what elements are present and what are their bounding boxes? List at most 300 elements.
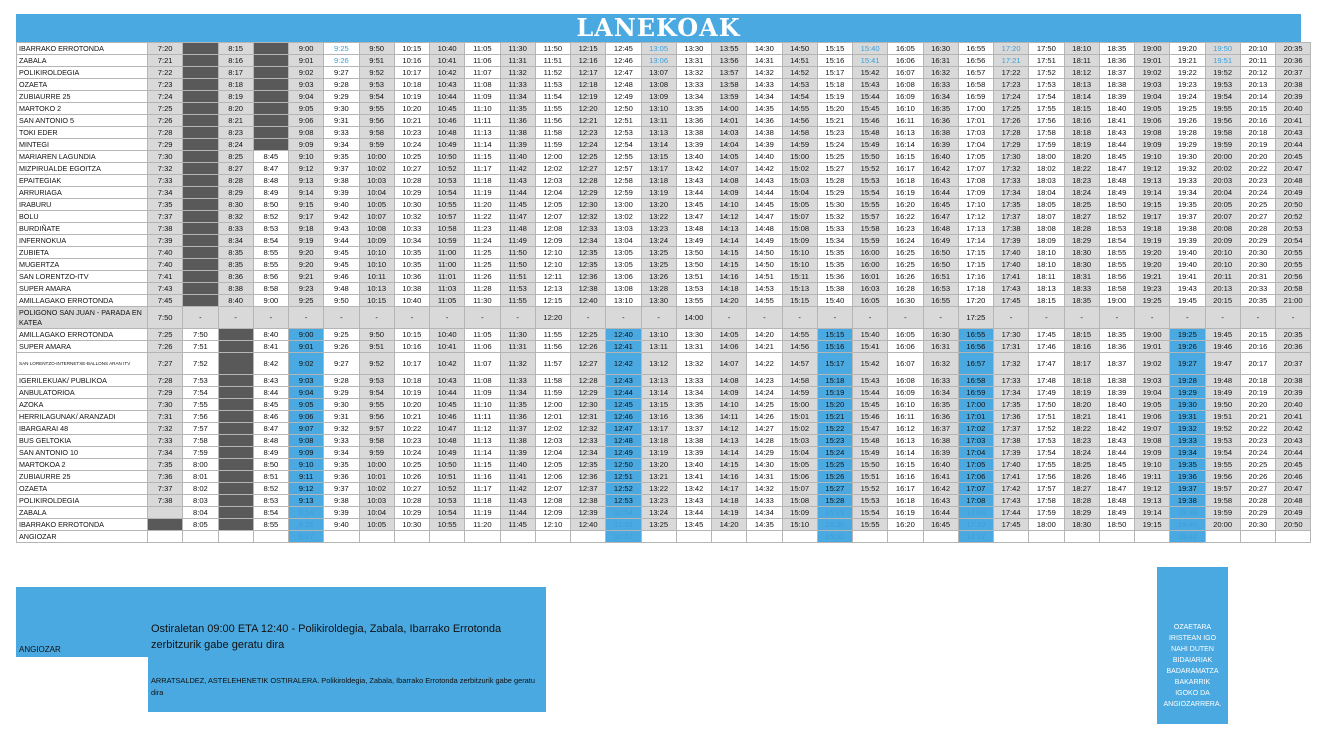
time-cell: 7:38 [148, 495, 183, 507]
time-cell: 17:38 [994, 435, 1029, 447]
time-cell: 9:52 [359, 353, 394, 375]
time-cell: 18:05 [1029, 199, 1064, 211]
time-cell: 16:40 [923, 151, 958, 163]
time-cell: 14:01 [712, 115, 747, 127]
time-cell: 10:54 [430, 507, 465, 519]
time-cell: 15:18 [817, 79, 852, 91]
time-cell: 8:54 [253, 235, 288, 247]
time-cell: 10:53 [430, 175, 465, 187]
time-cell: 8:32 [218, 211, 253, 223]
timetable [16, 42, 1311, 543]
time-cell: 11:58 [535, 127, 570, 139]
time-cell: - [359, 307, 394, 329]
time-cell: 11:53 [535, 79, 570, 91]
time-cell: 7:57 [183, 423, 218, 435]
time-cell: 14:50 [782, 43, 817, 55]
time-cell: 8:49 [253, 447, 288, 459]
time-cell: 15:52 [853, 483, 888, 495]
ozaeta-note: OZAETARA IRISTEAN IGO NAHI DUTEN BIDAIARIAK BADARAMATZA BAKARRIK IGOKO DA ANGIOZARRERA. [1163, 624, 1222, 708]
time-cell: 19:28 [1170, 375, 1205, 387]
time-cell: 16:32 [923, 353, 958, 375]
stop-name: MARTOKO 2 [17, 103, 148, 115]
time-cell: 18:35 [1099, 43, 1134, 55]
time-cell: 13:06 [641, 55, 676, 67]
table-row [17, 307, 1311, 329]
time-cell: 15:17 [817, 353, 852, 375]
time-cell [888, 531, 923, 543]
time-cell: 14:27 [747, 423, 782, 435]
time-cell: 13:13 [641, 127, 676, 139]
time-cell: 10:30 [394, 519, 429, 531]
table-row [17, 247, 1311, 259]
time-cell: 15:40 [853, 43, 888, 55]
time-cell: 10:26 [394, 471, 429, 483]
time-cell: 12:50 [606, 103, 641, 115]
time-cell: 11:00 [430, 247, 465, 259]
time-cell: - [1276, 307, 1311, 329]
time-cell: 9:35 [324, 151, 359, 163]
time-cell: - [324, 307, 359, 329]
time-cell [1276, 531, 1311, 543]
time-cell: 16:45 [923, 199, 958, 211]
time-cell: 18:48 [1099, 495, 1134, 507]
time-cell: 15:03 [782, 175, 817, 187]
time-cell [183, 295, 218, 307]
time-cell: 14:38 [747, 127, 782, 139]
time-cell: 10:18 [394, 79, 429, 91]
time-cell: 8:50 [253, 459, 288, 471]
time-cell: 8:29 [218, 187, 253, 199]
time-cell: 9:14 [289, 187, 324, 199]
time-cell [747, 531, 782, 543]
time-cell: 9:12 [289, 163, 324, 175]
time-cell: 17:25 [958, 307, 993, 329]
time-cell: 8:35 [218, 247, 253, 259]
time-cell: 19:23 [1135, 283, 1170, 295]
time-cell [183, 103, 218, 115]
time-cell: 18:36 [1099, 341, 1134, 353]
time-cell: 14:43 [747, 175, 782, 187]
time-cell: 20:58 [1276, 283, 1311, 295]
time-cell: 17:15 [958, 259, 993, 271]
time-cell: 11:51 [500, 271, 535, 283]
time-cell: 20:44 [1276, 139, 1311, 151]
time-cell: 18:39 [1099, 387, 1134, 399]
time-cell: 19:21 [1170, 55, 1205, 67]
time-cell: 18:16 [1064, 341, 1099, 353]
time-cell: 18:43 [1099, 435, 1134, 447]
time-cell: 8:54 [253, 507, 288, 519]
time-cell: 10:50 [430, 151, 465, 163]
time-cell: 19:29 [1170, 387, 1205, 399]
time-cell: 20:10 [1205, 259, 1240, 271]
time-cell: 15:21 [817, 115, 852, 127]
time-cell: 17:06 [958, 471, 993, 483]
time-cell: 14:59 [782, 387, 817, 399]
time-cell: 7:29 [148, 139, 183, 151]
time-cell: 13:25 [641, 259, 676, 271]
time-cell: 14:04 [712, 139, 747, 151]
time-cell: 19:59 [1205, 139, 1240, 151]
time-cell: 19:40 [1170, 259, 1205, 271]
time-cell: 14:50 [747, 247, 782, 259]
time-cell: 18:41 [1099, 411, 1134, 423]
time-cell [500, 531, 535, 543]
time-cell: 18:12 [1064, 67, 1099, 79]
time-cell: 18:23 [1064, 435, 1099, 447]
time-cell: 12:10 [535, 247, 570, 259]
time-cell: 7:59 [183, 447, 218, 459]
time-cell: 9:17 [289, 531, 324, 543]
time-cell: 11:33 [500, 375, 535, 387]
time-cell: 10:13 [359, 283, 394, 295]
table-row [17, 127, 1311, 139]
time-cell: 19:10 [1135, 459, 1170, 471]
time-cell: 7:22 [148, 67, 183, 79]
time-cell: 13:57 [712, 67, 747, 79]
stop-name: INFERNOKUA [17, 235, 148, 247]
time-cell: 12:45 [606, 399, 641, 411]
time-cell: 10:24 [394, 139, 429, 151]
time-cell: 9:27 [324, 67, 359, 79]
time-cell: 13:22 [641, 483, 676, 495]
time-cell: 13:07 [641, 67, 676, 79]
time-cell: 20:41 [1276, 115, 1311, 127]
time-cell: 13:15 [641, 399, 676, 411]
time-cell: 12:06 [535, 471, 570, 483]
time-cell: 14:12 [712, 423, 747, 435]
time-cell: 16:57 [958, 353, 993, 375]
time-cell: 13:14 [641, 387, 676, 399]
time-cell: 14:31 [747, 55, 782, 67]
time-cell: 14:50 [747, 259, 782, 271]
time-cell: 10:42 [430, 67, 465, 79]
table-row [17, 103, 1311, 115]
time-cell: 18:20 [1064, 399, 1099, 411]
time-cell: 13:55 [676, 295, 711, 307]
time-cell: 20:35 [1276, 329, 1311, 341]
time-cell: 15:50 [853, 151, 888, 163]
time-cell: 11:45 [500, 519, 535, 531]
time-cell: 16:25 [888, 247, 923, 259]
time-cell: 15:19 [817, 91, 852, 103]
time-cell: 20:49 [1276, 187, 1311, 199]
time-cell: 17:13 [958, 223, 993, 235]
time-cell: 14:16 [712, 271, 747, 283]
time-cell: 18:27 [1064, 483, 1099, 495]
time-cell: 16:22 [888, 211, 923, 223]
time-cell [183, 43, 218, 55]
time-cell: 11:50 [500, 247, 535, 259]
time-cell: 15:20 [817, 399, 852, 411]
table-row [17, 163, 1311, 175]
time-cell: 16:41 [923, 471, 958, 483]
time-cell: 17:10 [958, 199, 993, 211]
time-cell: 10:52 [430, 483, 465, 495]
time-cell: 8:02 [183, 483, 218, 495]
time-cell: 11:42 [500, 483, 535, 495]
time-cell: - [1135, 307, 1170, 329]
time-cell: 13:10 [606, 295, 641, 307]
time-cell: 9:03 [289, 375, 324, 387]
time-cell: 18:40 [1099, 399, 1134, 411]
time-cell: 16:34 [923, 387, 958, 399]
time-cell: 17:40 [994, 459, 1029, 471]
time-cell: 18:36 [1099, 55, 1134, 67]
time-cell: 11:08 [465, 375, 500, 387]
time-cell: 13:55 [712, 43, 747, 55]
stop-name: ZABALA [17, 507, 148, 519]
time-cell: 15:41 [853, 341, 888, 353]
time-cell: 7:56 [183, 411, 218, 423]
time-cell: 19:56 [1205, 471, 1240, 483]
time-cell: 13:04 [606, 235, 641, 247]
time-cell: 19:33 [1170, 435, 1205, 447]
table-row [17, 295, 1311, 307]
time-cell: 7:50 [148, 307, 183, 329]
time-cell: 7:28 [148, 127, 183, 139]
time-cell: 17:51 [1029, 411, 1064, 423]
time-cell: 15:30 [817, 519, 852, 531]
time-cell: 20:26 [1240, 471, 1275, 483]
time-cell: 10:51 [430, 471, 465, 483]
time-cell: 15:44 [853, 91, 888, 103]
time-cell: 7:39 [148, 235, 183, 247]
time-cell: 11:15 [465, 151, 500, 163]
time-cell: 11:36 [500, 411, 535, 423]
time-cell: 7:45 [148, 295, 183, 307]
time-cell: - [1240, 307, 1275, 329]
time-cell: 14:53 [747, 283, 782, 295]
time-cell: 16:12 [888, 423, 923, 435]
time-cell: 11:31 [500, 55, 535, 67]
time-cell: 15:55 [853, 199, 888, 211]
time-cell: 19:55 [1205, 459, 1240, 471]
time-cell: 9:00 [289, 43, 324, 55]
time-cell: 18:50 [1099, 199, 1134, 211]
time-cell: - [1029, 307, 1064, 329]
time-cell: 13:44 [676, 187, 711, 199]
time-cell: 13:38 [676, 435, 711, 447]
time-cell: 11:34 [500, 91, 535, 103]
time-cell: 13:26 [641, 271, 676, 283]
time-cell: 15:13 [782, 283, 817, 295]
time-cell: 13:22 [641, 211, 676, 223]
time-cell: 19:50 [1205, 399, 1240, 411]
notes-box [148, 587, 546, 712]
time-cell: 15:53 [853, 495, 888, 507]
time-cell: 19:10 [1135, 151, 1170, 163]
time-cell: 20:19 [1240, 387, 1275, 399]
time-cell: 7:21 [148, 55, 183, 67]
time-cell: 16:09 [888, 91, 923, 103]
time-cell: 11:43 [500, 495, 535, 507]
time-cell: 15:17 [817, 67, 852, 79]
time-cell: 18:29 [1064, 507, 1099, 519]
time-cell: 20:30 [1240, 247, 1275, 259]
time-cell: 9:04 [289, 387, 324, 399]
time-cell: 16:32 [923, 67, 958, 79]
time-cell: 17:56 [1029, 115, 1064, 127]
time-cell: 13:06 [606, 271, 641, 283]
time-cell: 10:41 [430, 55, 465, 67]
table-row [17, 151, 1311, 163]
time-cell: 13:12 [641, 353, 676, 375]
time-cell: 17:43 [994, 495, 1029, 507]
time-cell: 13:40 [676, 151, 711, 163]
time-cell: 20:24 [1240, 447, 1275, 459]
time-cell: 18:03 [1029, 175, 1064, 187]
time-cell: 7:26 [148, 115, 183, 127]
time-cell: 11:55 [500, 295, 535, 307]
time-cell: 17:12 [958, 531, 993, 543]
time-cell [324, 531, 359, 543]
time-cell: 8:48 [253, 175, 288, 187]
time-cell: 10:48 [430, 435, 465, 447]
time-cell: 11:05 [430, 295, 465, 307]
time-cell: 18:07 [1029, 211, 1064, 223]
time-cell: 10:48 [430, 127, 465, 139]
time-cell: 7:34 [148, 447, 183, 459]
time-cell: 7:36 [148, 471, 183, 483]
time-cell: 13:17 [641, 423, 676, 435]
table-row [17, 79, 1311, 91]
time-cell: 10:03 [359, 175, 394, 187]
time-cell: 9:31 [324, 411, 359, 423]
time-cell: 19:40 [1170, 519, 1205, 531]
time-cell: 12:00 [535, 151, 570, 163]
time-cell: 17:52 [1029, 67, 1064, 79]
time-cell: 19:51 [1205, 55, 1240, 67]
time-cell: 9:01 [289, 55, 324, 67]
time-cell: 12:02 [535, 423, 570, 435]
time-cell: 18:19 [1064, 139, 1099, 151]
time-cell: 8:47 [253, 423, 288, 435]
time-cell: 17:36 [994, 411, 1029, 423]
time-cell: 17:38 [994, 223, 1029, 235]
time-cell: 9:10 [289, 459, 324, 471]
time-cell: 20:39 [1276, 91, 1311, 103]
time-cell: 18:31 [1064, 271, 1099, 283]
time-cell: 18:40 [1099, 103, 1134, 115]
time-cell: 13:18 [641, 435, 676, 447]
time-cell: 14:05 [712, 151, 747, 163]
time-cell: 20:03 [1205, 175, 1240, 187]
time-cell: 16:37 [923, 423, 958, 435]
time-cell: 18:25 [1064, 199, 1099, 211]
time-cell: 15:18 [817, 375, 852, 387]
time-cell: 18:15 [1029, 295, 1064, 307]
time-cell: 11:39 [500, 447, 535, 459]
time-cell: 9:38 [324, 175, 359, 187]
table-row [17, 223, 1311, 235]
time-cell: 19:58 [1205, 495, 1240, 507]
time-cell: 13:42 [676, 483, 711, 495]
time-cell: 15:46 [853, 115, 888, 127]
time-cell: - [712, 307, 747, 329]
time-cell: 14:21 [747, 341, 782, 353]
time-cell: - [817, 307, 852, 329]
time-cell: 14:51 [747, 271, 782, 283]
time-cell: 20:29 [1240, 507, 1275, 519]
time-cell: 20:48 [1276, 175, 1311, 187]
time-cell: 19:15 [1135, 199, 1170, 211]
time-cell: 19:52 [1205, 423, 1240, 435]
ozaeta-note-box [1157, 567, 1228, 724]
time-cell: 18:30 [1064, 519, 1099, 531]
time-cell: 15:46 [853, 411, 888, 423]
time-cell [218, 459, 253, 471]
time-cell: 17:37 [994, 423, 1029, 435]
time-cell: 19:59 [1205, 507, 1240, 519]
time-cell: - [571, 307, 606, 329]
time-cell: 11:30 [500, 329, 535, 341]
time-cell: 10:07 [359, 211, 394, 223]
time-cell: 9:06 [289, 115, 324, 127]
time-cell: 18:13 [1029, 283, 1064, 295]
time-cell: 11:56 [535, 115, 570, 127]
time-cell [183, 271, 218, 283]
time-cell: 17:32 [994, 353, 1029, 375]
table-row [17, 283, 1311, 295]
time-cell: 9:04 [289, 91, 324, 103]
time-cell: 9:02 [289, 67, 324, 79]
time-cell: 15:10 [782, 247, 817, 259]
time-cell: 16:40 [923, 459, 958, 471]
time-cell: 16:14 [888, 447, 923, 459]
time-cell: 8:56 [253, 271, 288, 283]
time-cell: 19:20 [1170, 43, 1205, 55]
time-cell: 12:37 [571, 483, 606, 495]
time-cell: 8:38 [218, 283, 253, 295]
time-cell: 15:43 [853, 375, 888, 387]
time-cell: 19:03 [1135, 375, 1170, 387]
time-cell: 12:36 [571, 471, 606, 483]
time-cell: 20:23 [1240, 435, 1275, 447]
time-cell: 13:28 [641, 283, 676, 295]
time-cell: 12:31 [571, 411, 606, 423]
time-cell: 13:34 [676, 91, 711, 103]
time-cell: 11:13 [465, 435, 500, 447]
time-cell: 16:39 [923, 447, 958, 459]
table-row [17, 199, 1311, 211]
time-cell: 20:43 [1276, 435, 1311, 447]
time-cell: 7:29 [148, 387, 183, 399]
time-cell: 19:54 [1205, 91, 1240, 103]
time-cell: 10:59 [430, 235, 465, 247]
time-cell: 19:36 [1170, 471, 1205, 483]
time-cell: 19:50 [1205, 43, 1240, 55]
time-cell: 8:17 [218, 67, 253, 79]
time-cell: 12:20 [535, 307, 570, 329]
stop-name: POLIKIROLDEGIA [17, 67, 148, 79]
time-cell: 19:53 [1205, 435, 1240, 447]
time-cell: 14:33 [747, 79, 782, 91]
time-cell: 11:05 [465, 43, 500, 55]
stop-name: BOLU [17, 211, 148, 223]
time-cell: - [1170, 307, 1205, 329]
time-cell: 20:15 [1240, 329, 1275, 341]
time-cell: 16:43 [923, 495, 958, 507]
time-cell: 11:50 [535, 43, 570, 55]
time-cell: 12:19 [571, 91, 606, 103]
time-cell: 20:25 [1240, 199, 1275, 211]
time-cell: 19:39 [1170, 235, 1205, 247]
time-cell: 18:02 [1029, 163, 1064, 175]
time-cell: 8:34 [218, 235, 253, 247]
time-cell: 11:23 [465, 223, 500, 235]
time-cell: 9:58 [359, 127, 394, 139]
